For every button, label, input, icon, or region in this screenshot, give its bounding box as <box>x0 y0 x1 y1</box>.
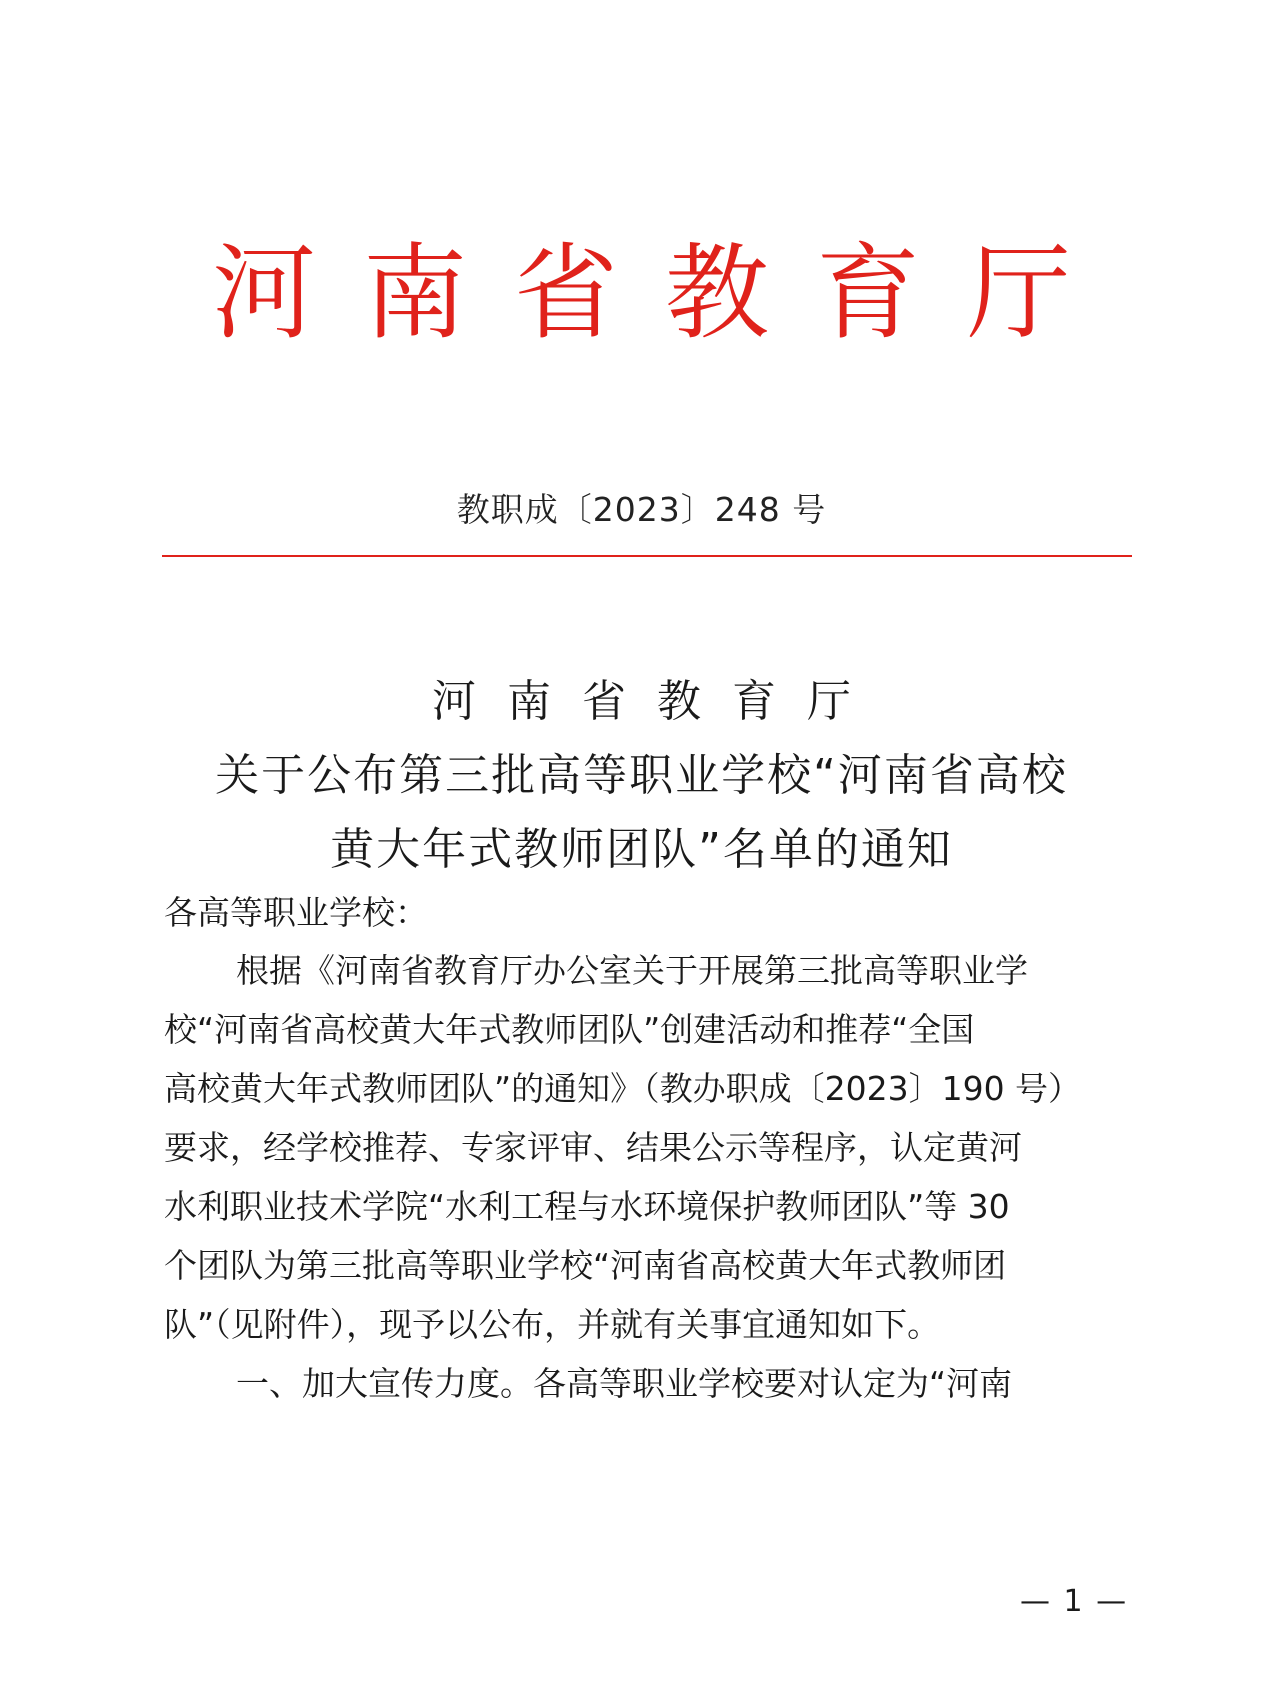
red-separator-line <box>162 555 1132 557</box>
body-text-line: 水利职业技术学院“水利工程与水环境保护教师团队”等 30 <box>164 1187 1010 1226</box>
body-text-line: 高校黄大年式教师团队”的通知》（教办职成〔2023〕190 号） <box>164 1069 1082 1108</box>
title-line-3: 黄大年式教师团队”名单的通知 <box>330 824 953 875</box>
section-heading-line: 一、加大宣传力度。各高等职业学校要对认定为“河南 <box>236 1364 1013 1403</box>
body-text-line: 要求，经学校推荐、专家评审、结果公示等程序，认定黄河 <box>164 1128 1022 1167</box>
body-text-line: 校“河南省高校黄大年式教师团队”创建活动和推荐“全国 <box>164 1010 975 1049</box>
body-text-line: 根据《河南省教育厅办公室关于开展第三批高等职业学 <box>236 951 1028 990</box>
title-line-2: 关于公布第三批高等职业学校“河南省高校 <box>215 750 1068 801</box>
body-text-line: 个团队为第三批高等职业学校“河南省高校黄大年式教师团 <box>164 1246 1007 1285</box>
body-text-line: 队”（见附件），现予以公布，并就有关事宜通知如下。 <box>164 1305 941 1344</box>
salutation: 各高等职业学校： <box>164 893 428 932</box>
issuing-authority-masthead: 河南省教育厅 <box>211 232 1118 354</box>
document-number: 教职成〔2023〕248 号 <box>456 490 827 529</box>
page-number: — 1 — <box>1020 1584 1129 1619</box>
title-line-1: 河南省教育厅 <box>432 676 882 727</box>
